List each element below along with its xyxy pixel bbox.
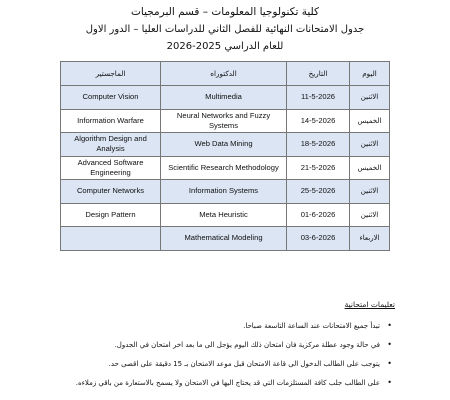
table-row	[61, 203, 390, 227]
phd-cell: Neural Networks and Fuzzy Systems	[161, 109, 287, 133]
academic-year: للعام الدراسي 2025-2026	[166, 41, 284, 52]
date-cell: 18-5-2026	[287, 133, 350, 157]
day-cell: الاثنين	[350, 133, 390, 157]
masters-cell	[61, 227, 161, 251]
table-row	[61, 109, 390, 133]
masters-cell: Computer Vision	[61, 86, 161, 110]
phd-cell: Scientific Research Methodology	[161, 156, 287, 180]
list-item: • في حالة وجود عطلة مركزية فان امتحان ذلك اليوم يؤجل الى ما بعد اخر امتحان في الجدول.	[114, 340, 392, 349]
schedule-title: جدول الامتحانات النهائية للفصل الثاني للدراسات العليا – الدور الاول	[85, 24, 365, 35]
phd-cell: Meta Heuristic	[161, 203, 287, 227]
phd-cell: Information Systems	[161, 180, 287, 204]
table-row	[61, 133, 390, 157]
bullet-icon: •	[387, 359, 392, 368]
table-row	[61, 86, 390, 110]
bullet-icon: •	[387, 340, 392, 349]
list-item: • على الطالب جلب كافة المستلزمات التي قد يحتاج اليها في الامتحان ولا يسمح بالاستعارة من باقي زملاءه.	[75, 378, 392, 387]
header-day: اليوم	[350, 62, 390, 86]
instructions-title: تعليمات امتحانية	[344, 300, 395, 309]
masters-cell: Information Warfare	[61, 109, 161, 133]
day-cell: الخميس	[350, 109, 390, 133]
bullet-icon: •	[387, 378, 392, 387]
date-cell: 03-6-2026	[287, 227, 350, 251]
day-cell: الاثنين	[350, 203, 390, 227]
day-cell: الخميس	[350, 156, 390, 180]
phd-cell: Multimedia	[161, 86, 287, 110]
masters-cell: Computer Networks	[61, 180, 161, 204]
instructions-list	[75, 321, 392, 398]
masters-cell: Advanced Software Engineering	[61, 156, 161, 180]
table-row	[61, 227, 390, 251]
list-item: • يتوجب على الطالب الدخول الى قاعة الامتحان قبل موعد الامتحان بـ 15 دقيقة على اقصى حد.	[108, 359, 392, 368]
date-cell: 11-5-2026	[287, 86, 350, 110]
exam-schedule-table	[60, 61, 390, 251]
phd-cell: Mathematical Modeling	[161, 227, 287, 251]
header-masters: الماجستير	[61, 62, 161, 86]
table-header-row	[61, 62, 390, 86]
date-cell: 25-5-2026	[287, 180, 350, 204]
date-cell: 21-5-2026	[287, 156, 350, 180]
masters-cell: Algorithm Design and Analysis	[61, 133, 161, 157]
header-date: التاريخ	[287, 62, 350, 86]
table-row	[61, 180, 390, 204]
day-cell: الاثنين	[350, 86, 390, 110]
date-cell: 01-6-2026	[287, 203, 350, 227]
document-header	[0, 4, 450, 55]
phd-cell: Web Data Mining	[161, 133, 287, 157]
date-cell: 14-5-2026	[287, 109, 350, 133]
day-cell: الاربعاء	[350, 227, 390, 251]
day-cell: الاثنين	[350, 180, 390, 204]
bullet-icon: •	[387, 321, 392, 330]
list-item: • تبدأ جميع الامتحانات عند الساعة التاسعة صباحا.	[243, 321, 392, 330]
header-phd: الدكتوراه	[161, 62, 287, 86]
masters-cell: Design Pattern	[61, 203, 161, 227]
table-row	[61, 156, 390, 180]
college-title: كلية تكنولوجيا المعلومات – قسم البرمجيات	[131, 6, 319, 18]
